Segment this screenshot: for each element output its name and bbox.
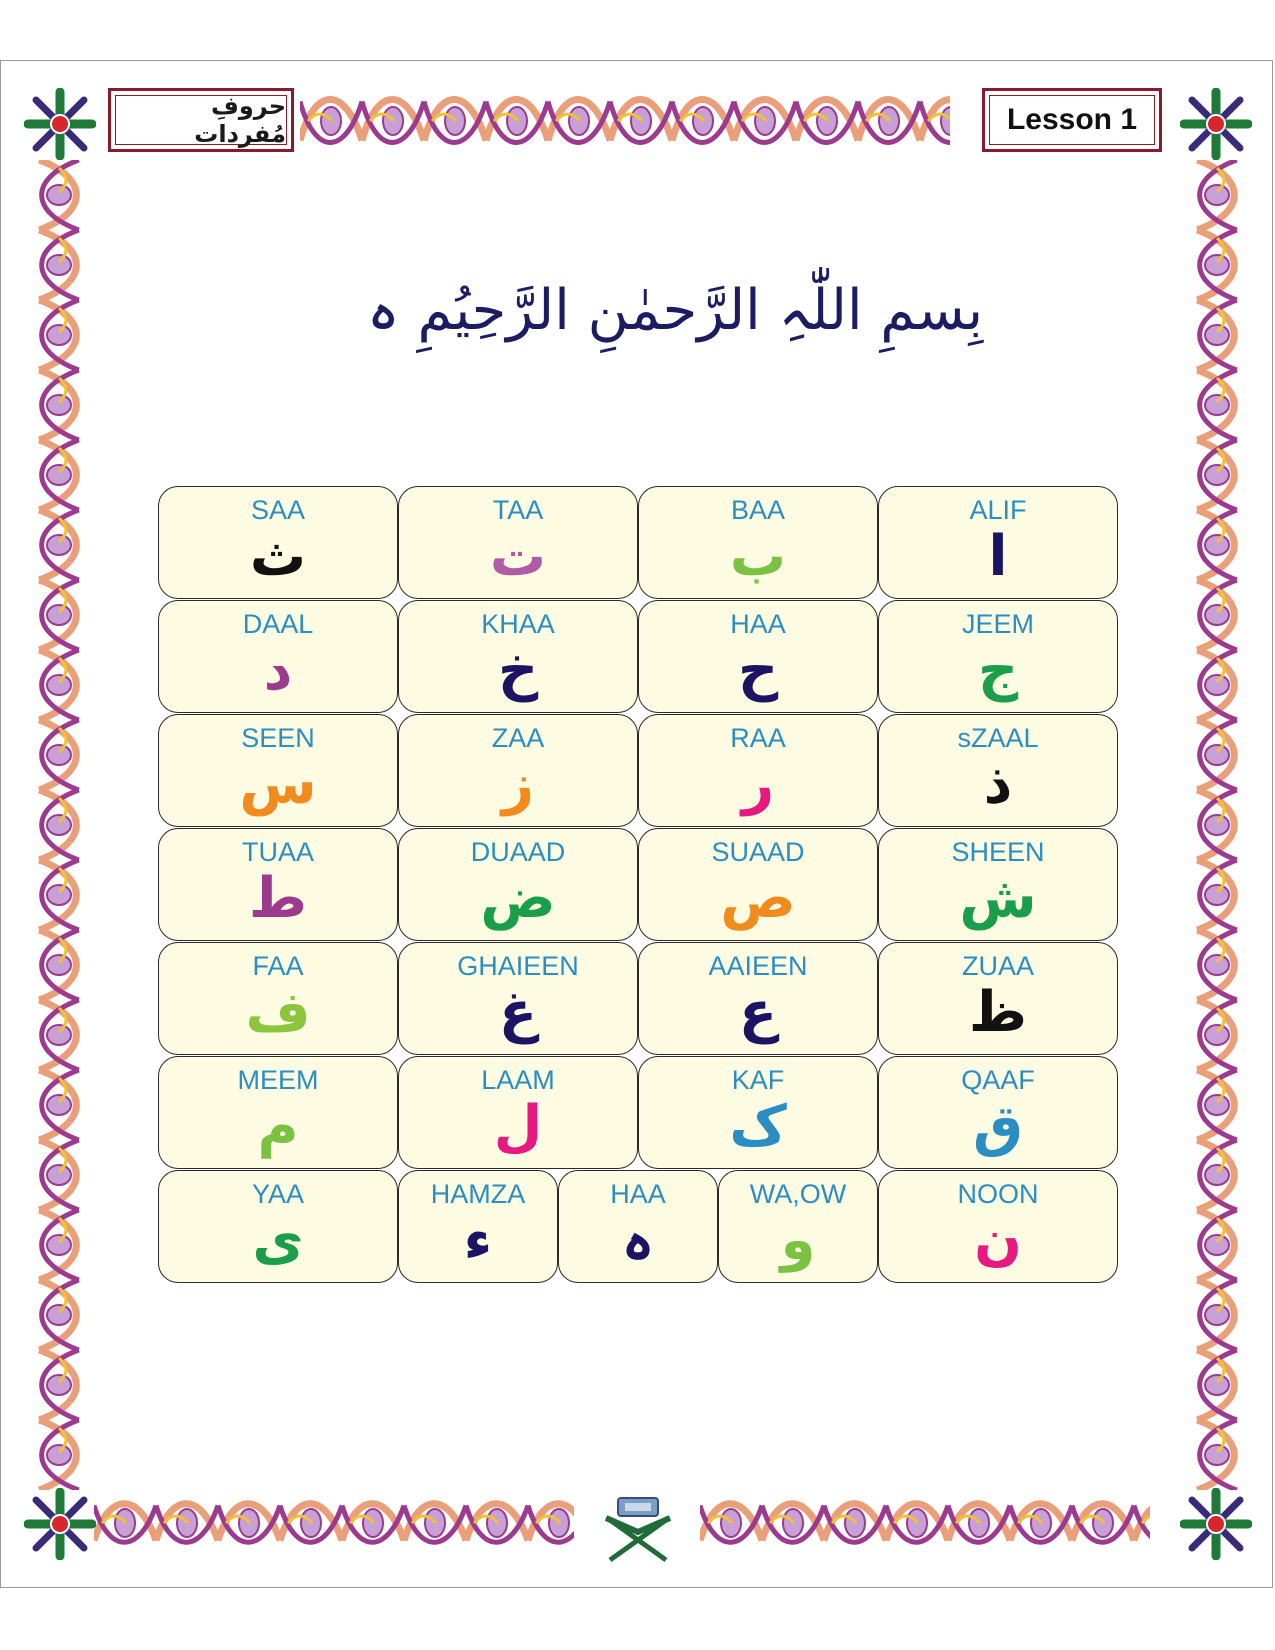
arabic-letter: ف — [245, 980, 311, 1045]
letter-card — [878, 600, 1118, 713]
letter-name: TAA — [492, 495, 544, 525]
arabic-letter: ذ — [983, 752, 1013, 817]
arabic-letter: ع — [738, 980, 778, 1045]
bottom-border-ornament-left — [94, 1488, 574, 1558]
letter-name: KAF — [731, 1065, 785, 1095]
letter-card — [878, 714, 1118, 827]
letter-card — [638, 1056, 878, 1169]
letter-card — [638, 714, 878, 827]
letter-name: sZAAL — [957, 723, 1039, 753]
letter-card — [398, 600, 638, 713]
letter-card — [718, 1170, 878, 1283]
letter-name: TUAA — [241, 837, 314, 867]
arabic-letter: س — [239, 752, 317, 817]
letter-name: LAAM — [481, 1065, 555, 1095]
bismillah-calligraphy: بِسمِ اللّٰہِ الرَّحمٰنِ الرَّحِیُمِ ہ — [366, 277, 984, 343]
arabic-letter: م — [257, 1094, 299, 1159]
arabic-letter: ت — [489, 524, 547, 589]
arabic-letter: ش — [959, 866, 1037, 931]
arabic-letter: ض — [480, 866, 556, 931]
letter-name: HAA — [730, 609, 786, 639]
letter-name: MEEM — [237, 1065, 319, 1095]
arabic-letter: د — [263, 638, 293, 703]
arabic-letter: غ — [498, 980, 538, 1045]
letter-name: AAIEEN — [708, 951, 808, 981]
letter-name: FAA — [252, 951, 304, 981]
letter-card — [158, 486, 398, 599]
lesson-label: Lesson 1 — [1006, 103, 1138, 136]
letter-name: HAA — [610, 1179, 666, 1209]
letter-card — [158, 942, 398, 1055]
letter-name: DAAL — [242, 609, 314, 639]
letter-card — [878, 486, 1118, 599]
arabic-letter: ء — [463, 1208, 493, 1273]
letter-card — [878, 1170, 1118, 1283]
letter-name: SHEEN — [951, 837, 1045, 867]
arabic-letter: و — [780, 1208, 816, 1273]
letter-name: BAA — [730, 495, 786, 525]
corner-ornament-icon — [1180, 88, 1252, 160]
letter-card — [398, 1170, 558, 1283]
arabic-letter: ب — [729, 524, 787, 589]
letter-card — [158, 714, 398, 827]
letter-card — [398, 714, 638, 827]
alphabet-grid — [158, 486, 1118, 1334]
letter-card — [398, 942, 638, 1055]
arabic-letter: خ — [497, 638, 539, 703]
arabic-letter: ز — [501, 752, 535, 817]
corner-ornament-icon — [1180, 1488, 1252, 1560]
letter-name: HAMZA — [430, 1179, 526, 1209]
arabic-letter: ص — [720, 866, 796, 931]
arabic-letter: ث — [249, 524, 307, 589]
letter-name: QAAF — [961, 1065, 1035, 1095]
right-border-ornament — [1184, 160, 1250, 1490]
letter-name: RAA — [730, 723, 786, 753]
letter-name: WA,OW — [749, 1179, 847, 1209]
arabic-letter: ہ — [621, 1208, 655, 1273]
letter-card — [158, 1056, 398, 1169]
letter-card — [878, 942, 1118, 1055]
letter-name: SAA — [250, 495, 306, 525]
letter-card — [158, 600, 398, 713]
letter-name: DUAAD — [470, 837, 566, 867]
letter-name: SEEN — [241, 723, 315, 753]
letter-card — [398, 486, 638, 599]
arabic-letter: ل — [493, 1094, 543, 1159]
arabic-letter: ق — [972, 1094, 1024, 1159]
arabic-letter: ا — [988, 524, 1008, 589]
arabic-letter: ج — [977, 638, 1019, 703]
letter-name: JEEM — [961, 609, 1034, 639]
corner-ornament-icon — [24, 88, 96, 160]
letter-name: YAA — [251, 1179, 305, 1209]
top-border-ornament — [300, 82, 950, 160]
letter-card — [638, 600, 878, 713]
arabic-letter: ط — [248, 866, 308, 931]
arabic-letter: ی — [252, 1208, 304, 1273]
letter-card — [638, 486, 878, 599]
letter-name: GHAIEEN — [457, 951, 579, 981]
letter-card — [158, 1170, 398, 1283]
letter-card — [638, 828, 878, 941]
letter-card — [638, 942, 878, 1055]
letter-card — [398, 1056, 638, 1169]
left-border-ornament — [26, 160, 92, 1490]
letter-card — [158, 828, 398, 941]
letter-name: ALIF — [969, 495, 1027, 525]
letter-name: KHAA — [481, 609, 555, 639]
letter-name: ZUAA — [961, 951, 1034, 981]
quran-stand-logo-icon — [598, 1494, 678, 1564]
arabic-letter: ح — [737, 638, 779, 703]
bottom-border-ornament-right — [700, 1488, 1150, 1558]
letter-card — [878, 1056, 1118, 1169]
letter-name: NOON — [957, 1179, 1039, 1209]
letter-name: SUAAD — [711, 837, 805, 867]
topic-title: حروفِ مُفردات — [194, 92, 286, 148]
arabic-letter: ر — [741, 752, 775, 817]
letter-card — [398, 828, 638, 941]
arabic-letter: ک — [729, 1094, 787, 1159]
arabic-letter: ظ — [968, 980, 1028, 1045]
arabic-letter: ن — [974, 1208, 1022, 1273]
letter-name: ZAA — [491, 723, 545, 753]
letter-card — [558, 1170, 718, 1283]
topic-title-box — [108, 88, 294, 152]
lesson-label-box — [982, 88, 1162, 152]
corner-ornament-icon — [24, 1488, 96, 1560]
letter-card — [878, 828, 1118, 941]
